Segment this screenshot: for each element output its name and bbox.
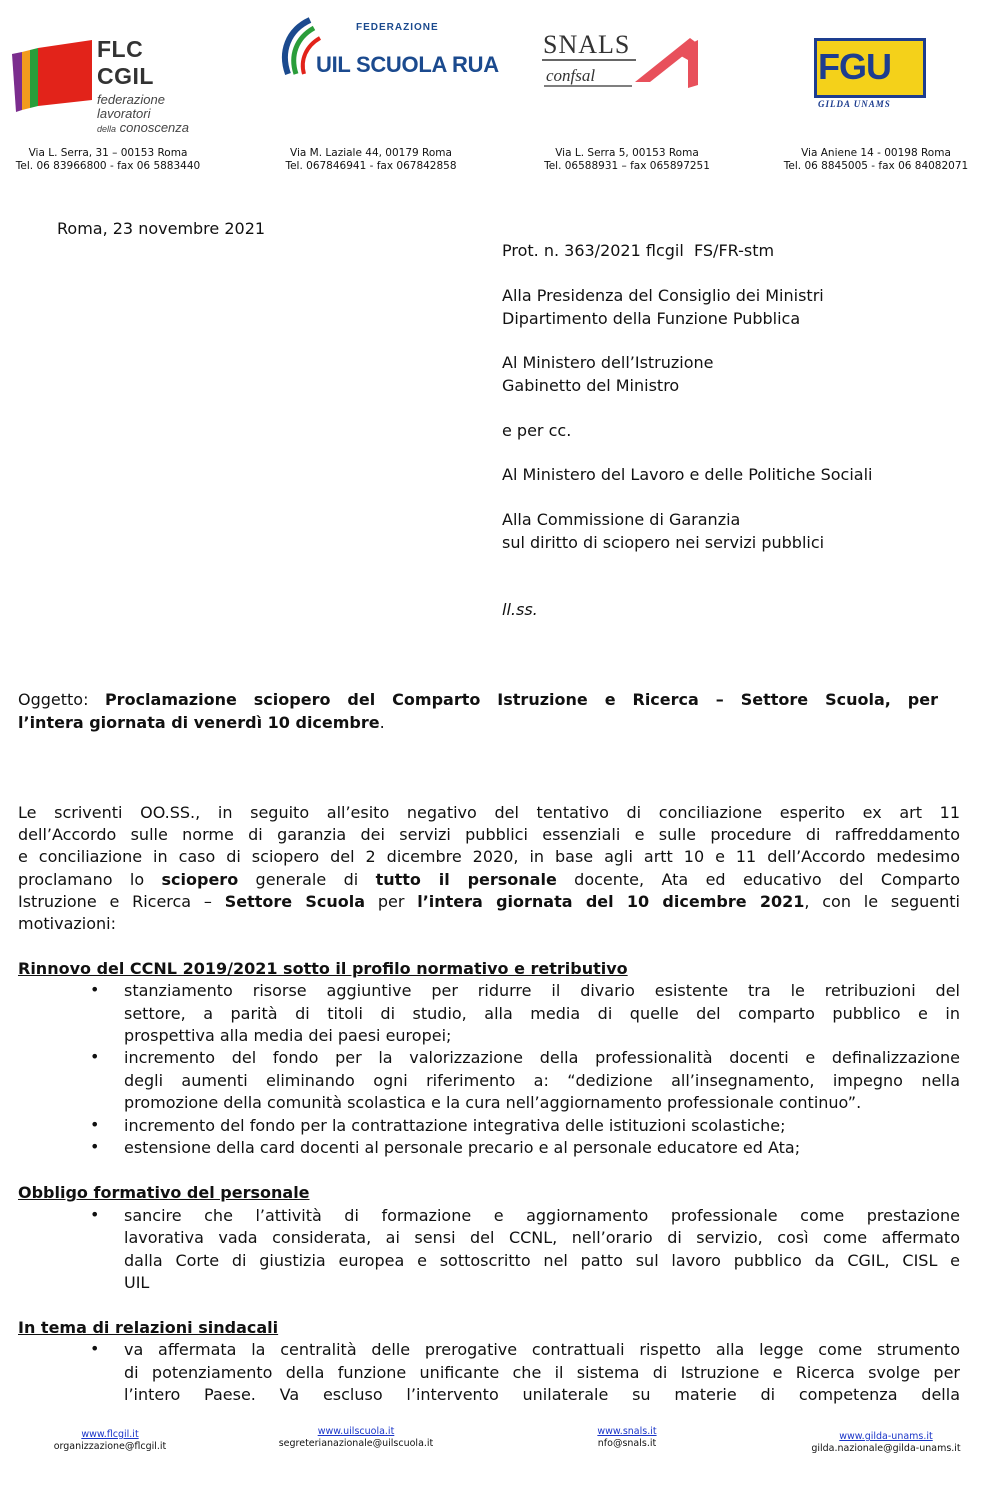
recipient-1: Alla Presidenza del Consiglio dei Ministri	[502, 286, 824, 305]
footer-link-gilda[interactable]: www.gilda-unams.it	[839, 1431, 933, 1442]
subject-end: .	[379, 713, 385, 732]
footer-snals	[552, 1426, 702, 1450]
subject-line-2	[18, 712, 385, 735]
footer-email-uil: segreterianazionale@uilscuola.it	[278, 1438, 434, 1449]
intro-4c: generale di	[238, 870, 376, 889]
recipient-5: Al Ministero del Lavoro e delle Politiche Sociali	[502, 465, 873, 484]
subject-line-1	[18, 689, 938, 712]
intro-4e: docente, Ata ed educativo del Comparto	[556, 870, 961, 889]
recipient-7: sul diritto di sciopero nei servizi pubblici	[502, 533, 825, 552]
address-uil	[271, 147, 471, 173]
s2-b1-line3: dalla Corte di giustizia europea e sottoscritto nel patto sul lavoro pubblico da CGIL, CISL e	[124, 1251, 960, 1270]
section-heading-relazioni: In tema di relazioni sindacali	[18, 1318, 279, 1337]
address-snals	[527, 147, 727, 173]
s1-b2-line1: incremento del fondo per la valorizzazione della professionalità docenti e definalizzazione	[124, 1048, 960, 1067]
llss: ll.ss.	[502, 600, 538, 619]
uil-scuola-logo	[280, 12, 499, 92]
s1-b2-line3: promozione della comunità scolastica e la cura nell’aggiornamento professionale continuo”.	[124, 1093, 862, 1112]
s1-b1-line2: settore, a parità di titoli di studio, alla media di quelle del comparto pubblico e in	[124, 1004, 960, 1023]
footer-email-gilda: gilda.nazionale@gilda-unams.it	[811, 1443, 961, 1454]
gilda-unams-logo	[812, 38, 930, 110]
recipient-2: Dipartimento della Funzione Pubblica	[502, 309, 801, 328]
s1-b4: estensione della card docenti al personale precario e al personale educatore ed Ata;	[124, 1138, 801, 1157]
subject-label: Oggetto:	[18, 690, 105, 709]
protocol-number: Prot. n. 363/2021 flcgil FS/FR-stm	[502, 241, 775, 260]
bullet-icon: •	[90, 1205, 100, 1224]
s1-b3: incremento del fondo per la contrattazione integrativa delle istituzioni scolastiche;	[124, 1116, 786, 1135]
address-flc-line2: Tel. 06 83966800 - fax 06 5883440	[15, 160, 201, 172]
intro-line-6: motivazioni:	[18, 914, 116, 933]
intro-4b: sciopero	[161, 870, 239, 889]
subject-text-2: l’intera giornata di venerdì 10 dicembre	[18, 713, 380, 732]
intro-4d: tutto il personale	[375, 870, 557, 889]
footer-email-snals: nfo@snals.it	[597, 1438, 657, 1449]
bullet-icon: •	[90, 1115, 100, 1134]
snals-sub: confsal	[546, 66, 596, 85]
address-gilda-line2: Tel. 06 8845005 - fax 06 84082071	[783, 160, 969, 172]
gilda-letters: FGU	[818, 46, 891, 87]
intro-line-4	[18, 869, 960, 892]
intro-5e: , con le seguenti	[804, 892, 960, 911]
address-snals-line1: Via L. Serra 5, 00153 Roma	[555, 147, 699, 159]
s1-b2-line2: degli aumenti eliminando ogni riferimento a: “dedizione all’insegnamento, impegno nella	[124, 1071, 960, 1090]
intro-line-2: dell’Accordo sulle norme di garanzia dei servizi pubblici essenziali e sulle procedure di raffreddamento	[18, 825, 960, 844]
s2-b1-line1: sancire che l’attività di formazione e aggiornamento professionale come prestazione	[124, 1206, 960, 1225]
letter-date: Roma, 23 novembre 2021	[57, 219, 266, 238]
flc-line3b: conoscenza	[119, 120, 190, 135]
s3-b1-line3: l’intero Paese. Va escluso l’intervento unilaterale su materie di competenza della	[124, 1385, 960, 1404]
s1-b1-line1: stanziamento risorse aggiuntive per ridurre il divario esistente tra le retribuzioni del	[124, 981, 960, 1000]
footer-link-snals[interactable]: www.snals.it	[597, 1426, 657, 1437]
section-heading-obbligo: Obbligo formativo del personale	[18, 1183, 310, 1202]
intro-4a: proclamano lo	[18, 870, 162, 889]
address-flc	[8, 147, 208, 173]
s3-b1-line2: di potenziamento della funzione unificante che il sistema di Istruzione e Ricerca svolge per	[124, 1363, 960, 1382]
intro-line-5	[18, 891, 960, 914]
flc-line3a: della	[97, 124, 117, 134]
intro-5c: per	[365, 892, 418, 911]
flc-cgil-logo-mark	[12, 40, 92, 112]
footer-link-flc[interactable]: www.flcgil.it	[81, 1429, 139, 1440]
intro-line-3: e conciliazione in caso di sciopero del 2 dicembre 2020, in base agli artt 10 e 11 dell’Accordo medesimo	[18, 847, 960, 866]
recipient-3: Al Ministero dell’Istruzione	[502, 353, 714, 372]
section-heading-ccnl: Rinnovo del CCNL 2019/2021 sotto il profilo normativo e retributivo	[18, 959, 628, 978]
s1-b1-line3: prospettiva alla media dei paesi europei;	[124, 1026, 452, 1045]
footer-link-uil[interactable]: www.uilscuola.it	[317, 1426, 395, 1437]
uil-name: UIL SCUOLA RUA	[316, 52, 499, 77]
address-uil-line2: Tel. 067846941 - fax 067842858	[285, 160, 457, 172]
address-uil-line1: Via M. Laziale 44, 00179 Roma	[290, 147, 452, 159]
intro-5a: Istruzione e Ricerca –	[18, 892, 225, 911]
uil-federazione: FEDERAZIONE	[356, 22, 439, 33]
recipient-cc: e per cc.	[502, 421, 572, 440]
bullet-icon: •	[90, 1047, 100, 1066]
address-gilda	[776, 147, 976, 173]
s2-b1-line4: UIL	[124, 1273, 150, 1292]
bullet-icon: •	[90, 1137, 100, 1156]
recipient-4: Gabinetto del Ministro	[502, 376, 680, 395]
flc-cgil-logo-text	[97, 36, 207, 136]
recipient-6: Alla Commissione di Garanzia	[502, 510, 741, 529]
footer-flc	[20, 1429, 200, 1453]
intro-5d: l’intera giornata del 10 dicembre 2021	[417, 892, 805, 911]
bullet-icon: •	[90, 1339, 100, 1358]
footer-email-flc: organizzazione@flcgil.it	[53, 1441, 167, 1452]
subject-text-1: Proclamazione sciopero del Comparto Istruzione e Ricerca – Settore Scuola, per	[104, 690, 938, 709]
bullet-icon: •	[90, 980, 100, 999]
address-snals-line2: Tel. 06588931 – fax 065897251	[544, 160, 710, 172]
flc-title: FLC CGIL	[97, 36, 154, 89]
s3-b1-line1: va affermata la centralità delle prerogative contrattuali rispetto alla legge come strumento	[124, 1340, 960, 1359]
flc-line2: lavoratori	[97, 106, 151, 121]
footer-uil	[256, 1426, 456, 1450]
flc-subtitle	[97, 93, 207, 136]
s2-b1-line2: lavorativa vada considerata, ai sensi del CCNL, nell’orario di servizio, così come affermato	[124, 1228, 960, 1247]
gilda-sub: GILDA UNAMS	[818, 99, 891, 109]
footer-gilda	[786, 1431, 986, 1455]
intro-5b: Settore Scuola	[224, 892, 366, 911]
flc-line1: federazione	[97, 92, 165, 107]
snals-name: SNALS	[543, 30, 631, 59]
intro-line-1: Le scriventi OO.SS., in seguito all’esito negativo del tentativo di conciliazione esperito ex art 11	[18, 803, 960, 822]
address-gilda-line1: Via Aniene 14 - 00198 Roma	[801, 147, 951, 159]
snals-logo	[540, 30, 710, 100]
address-flc-line1: Via L. Serra, 31 – 00153 Roma	[28, 147, 188, 159]
